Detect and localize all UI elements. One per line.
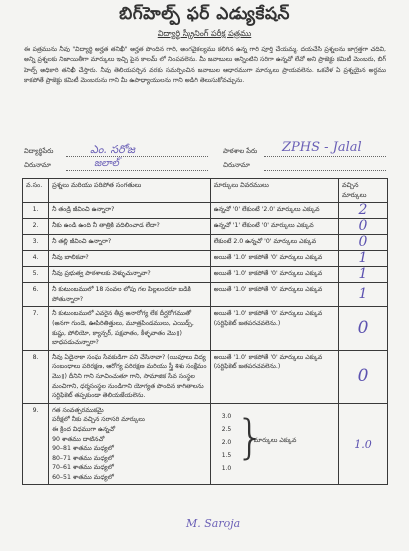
page-title: బిగ్‌హెల్ప్ ఫర్ ఎడ్యుకేషన్ [119, 4, 290, 24]
row-number: 1. [23, 203, 49, 219]
table-row [23, 203, 388, 219]
row-marks: 1 [338, 267, 387, 283]
table-row [23, 235, 388, 251]
q9-line: ఈ క్రింద విధముగా ఉన్నచో [52, 425, 116, 433]
address-label: చిరునామా [24, 161, 51, 169]
col-header-serial: వ.సం. [23, 179, 49, 203]
student-name-line [66, 156, 208, 157]
row-question: నీ కుటుంబములో 18 సంవల లోపు గల పిల్లలందరూ బడికి పోతున్నారా? [49, 283, 211, 307]
row-marks: 0 [338, 235, 387, 251]
table-row [23, 251, 388, 267]
q9-line: 90 శాతము దాటినచో [52, 435, 105, 443]
grade-value: 3.0 [221, 412, 232, 420]
row-details: అయితే '1.0' కాకపోతే '0' మార్కులు ఎక్కువ [210, 267, 338, 283]
grade-value: 2.0 [221, 438, 232, 446]
grade-value: 2.5 [221, 425, 232, 433]
row-number: 5. [23, 267, 49, 283]
brace-icon: } [235, 409, 265, 464]
q9-line: 60–51 శాతము మధ్యలో [52, 473, 114, 481]
row-details: ఉన్నచో '0' లేకుంటే '2.0' మార్కులు ఎక్కువ [210, 203, 338, 219]
student-name-label: విద్యార్థిపేరు [24, 147, 54, 155]
col-header-marks: వచ్చిన మార్కులు [338, 179, 387, 203]
row-marks: 0 [338, 219, 387, 235]
grade-value: 1.0 [221, 464, 232, 472]
grade-value: 1.5 [221, 451, 232, 459]
table-row [23, 403, 388, 485]
row-number: 6. [23, 283, 49, 307]
row-details: అయితే '1.0' కాకపోతే '0' మార్కులు ఎక్కువ [210, 283, 338, 307]
table-row [23, 219, 388, 235]
row-question: నీ తల్లి జీవించి ఉన్నారా? [49, 235, 211, 251]
address2-line [264, 170, 386, 171]
q9-line: 70–61 శాతము మధ్యలో [52, 464, 114, 472]
table-row [23, 283, 388, 307]
grade-details: మార్కులు ఎక్కువ [253, 436, 297, 444]
address-line [66, 170, 208, 171]
q9-line: గత సంవత్సరముకమై [52, 406, 104, 414]
address-value: జలాల్ [94, 158, 119, 169]
row-details: అయితే '1.0' కాకపోతే '0' మార్కులు ఎక్కువ (సర్టిఫికెట్ జతపరచవలెను.) [210, 350, 338, 403]
table-row [23, 267, 388, 283]
row-number: 7. [23, 307, 49, 350]
page-subtitle [0, 29, 409, 40]
table-header-row [23, 179, 388, 203]
row-number: 8. [23, 350, 49, 403]
subtitle-text: విద్యార్థి స్క్రీనింగ్ పరీక్ష పత్రము [157, 29, 252, 38]
col-header-details: మార్కులు వివరములు [210, 179, 338, 203]
q9-line: పరీక్షలో నీకు వచ్చిన సరాసరి మార్కులు [52, 416, 145, 424]
school-label: పాఠశాల పేరు [223, 147, 258, 155]
row-question: నీకు ఉండి ఉంది నీ తాత్రికి వదిలించాడ లేదా? [49, 219, 211, 235]
row-marks: 0 [338, 350, 387, 403]
name-school-row [24, 140, 386, 159]
row-details: అయితే '1.0' కాకపోతే '0' మార్కులు ఎక్కువ [210, 251, 338, 267]
school-value: ZPHS - Jalal [282, 140, 362, 155]
address-row [24, 158, 386, 173]
q9-line: 90–81 శాతము మధ్యలో [52, 445, 114, 453]
row-number: 4. [23, 251, 49, 267]
q9-line: 80–71 శాతము మధ్యలో [52, 454, 114, 462]
school-line [264, 156, 386, 157]
address2-label: చిరునామా [223, 161, 250, 169]
row-marks: 1 [338, 283, 387, 307]
table-row [23, 307, 388, 350]
row-question: నీవు బాలికవా? [49, 251, 211, 267]
row-marks: 1.0 [338, 403, 387, 485]
row-details: లేకుంటే 2.0 ఉన్నచో '0' మార్కులు ఎక్కువ [210, 235, 338, 251]
table-row [23, 350, 388, 403]
row-number: 9. [23, 403, 49, 485]
intro-paragraph: ఈ పత్రమును నీవు "విద్యార్థి అర్హత తనిఖీ" అర్హత పొందిన గారి, అంగవైకల్యము కలిగిన ఉన్న గారి పూర్తి చేయమ్మ. దయచేసి ప్రశ్నలను జాగ్రత్తగా చదివి, అన్ని ప్రశ్నలకు నిజాయితీగా మార్కులు ఇచ్చి పైన కాలమ్ లో నింపవలెను. మీ జవాబులు అన్నింటిని సరిగా ఉన్నవో లేవో అని ప్రాజెక్టు కమిటీ మెంబరు, బిగ్ హెల్ప్ అధికారి తనిఖీ చేస్తారు. నీవు తెలియపర్చిన వరకు సమర్పించిన జవాబుల ఆధారముగా మార్కులు ప్రాయవలెను. ఒకవేళ ఏ ప్రశ్నయైన అర్ధము కాకపోతే ప్రాజెక్టు కమిటీ మెంబరును గాని మీ ఉపాధ్యాయులను గాని అడిగి తెలుసుకోవచ్చును. [24, 46, 386, 84]
signature: M. Saroja [186, 517, 241, 530]
row-details [210, 403, 338, 485]
row-question: నీ తండ్రి జీవించి ఉన్నారా? [49, 203, 211, 219]
row-marks: 0 [338, 307, 387, 350]
student-name-value: ఎం. సరోజ [90, 143, 135, 156]
grade-scale [214, 406, 335, 480]
row-number: 3. [23, 235, 49, 251]
col-header-question: ప్రశ్నలు మరియు పరిపోత సంగతులు [49, 179, 211, 203]
row-question: నీవు ప్రభుత్వ పాఠశాలకు వెళ్ళుచున్నావా? [49, 267, 211, 283]
row-question: నీవు ఏదైనాకా సంఘ సేవకుడిగా పని చేసినావా? (యిపూలు విద్య సంబంధాలు పరిరక్షణ, ఆరోగ్య పరిరక్షణ మరియు స్త్రీ శిశు సంక్షేమం మొ॥) దీనిని గాని సూచించుతూ గాని, సామాజిక సేవ సంస్థల మంచిగాని, ధర్మసంస్థల నుండిగాని యోగ్యత పొందిన కాగితాలను సర్టిఫికెట్ తప్పకుండా తెలియజేయలెను. [49, 350, 211, 403]
row-details: ఉన్నచో '1' లేకుంటే '0' మార్కులు ఎక్కువ [210, 219, 338, 235]
row-marks: 1 [338, 251, 387, 267]
row-details: అయితే '1.0' కాకపోతే '0' మార్కులు ఎక్కువ (సర్టిఫికెట్ జతపరచవలెను.) [210, 307, 338, 350]
row-question [49, 403, 211, 485]
row-marks: 2 [338, 203, 387, 219]
row-question: నీ కుటుంబములో ఎవరైన తీవ్ర అనారోగ్య లేక దీర్ఘరోగముతో (అనగా గుండె, ఊపిరితిత్తులు, మూత్రపిండములు, ఎయిడ్స్, కుష్టు, పోలియో, క్యాన్సర్, పక్షవాతం, కీళ్ళవాతం మొ॥) బాధపడుచున్నారా? [49, 307, 211, 350]
row-number: 2. [23, 219, 49, 235]
screening-table [22, 178, 388, 485]
